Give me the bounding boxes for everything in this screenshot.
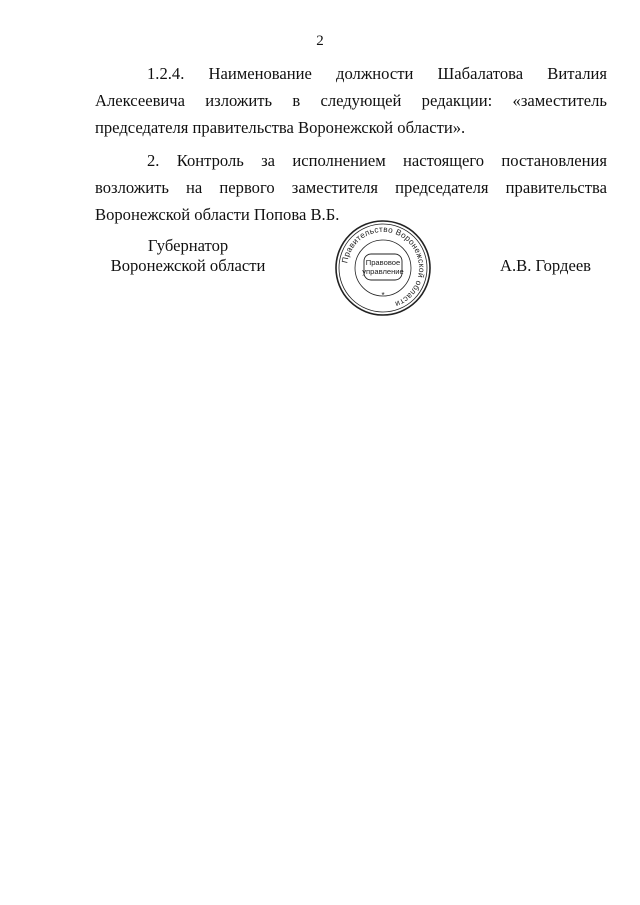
signer-title-line-1: Губернатор bbox=[147, 236, 229, 255]
seal-center-line-1: Правовое bbox=[365, 258, 401, 267]
seal-ring-text: Правительство Воронежской области bbox=[340, 224, 427, 309]
signer-title bbox=[108, 236, 268, 276]
seal-star: * bbox=[381, 291, 385, 300]
signer-name: А.В. Гордеев bbox=[500, 256, 592, 275]
page-number: 2 bbox=[316, 33, 324, 49]
paragraph-1-2-4: 1.2.4. Наименование должности Шабалатова Виталия Алексеевича изложить в следующей редакции: «заместитель председателя правительства Воронежской области». bbox=[95, 64, 607, 137]
seal-center-line-2: управление bbox=[362, 267, 404, 276]
official-seal bbox=[333, 218, 433, 318]
document-body bbox=[95, 60, 607, 228]
paragraph-2: 2. Контроль за исполнением настоящего постановления возложить на первого заместителя председателя правительства Воронежской области Попова В.Б. bbox=[95, 151, 607, 224]
seal-icon bbox=[333, 218, 433, 318]
signature-block bbox=[0, 224, 640, 312]
signer-title-line-2: Воронежской области bbox=[110, 256, 266, 275]
